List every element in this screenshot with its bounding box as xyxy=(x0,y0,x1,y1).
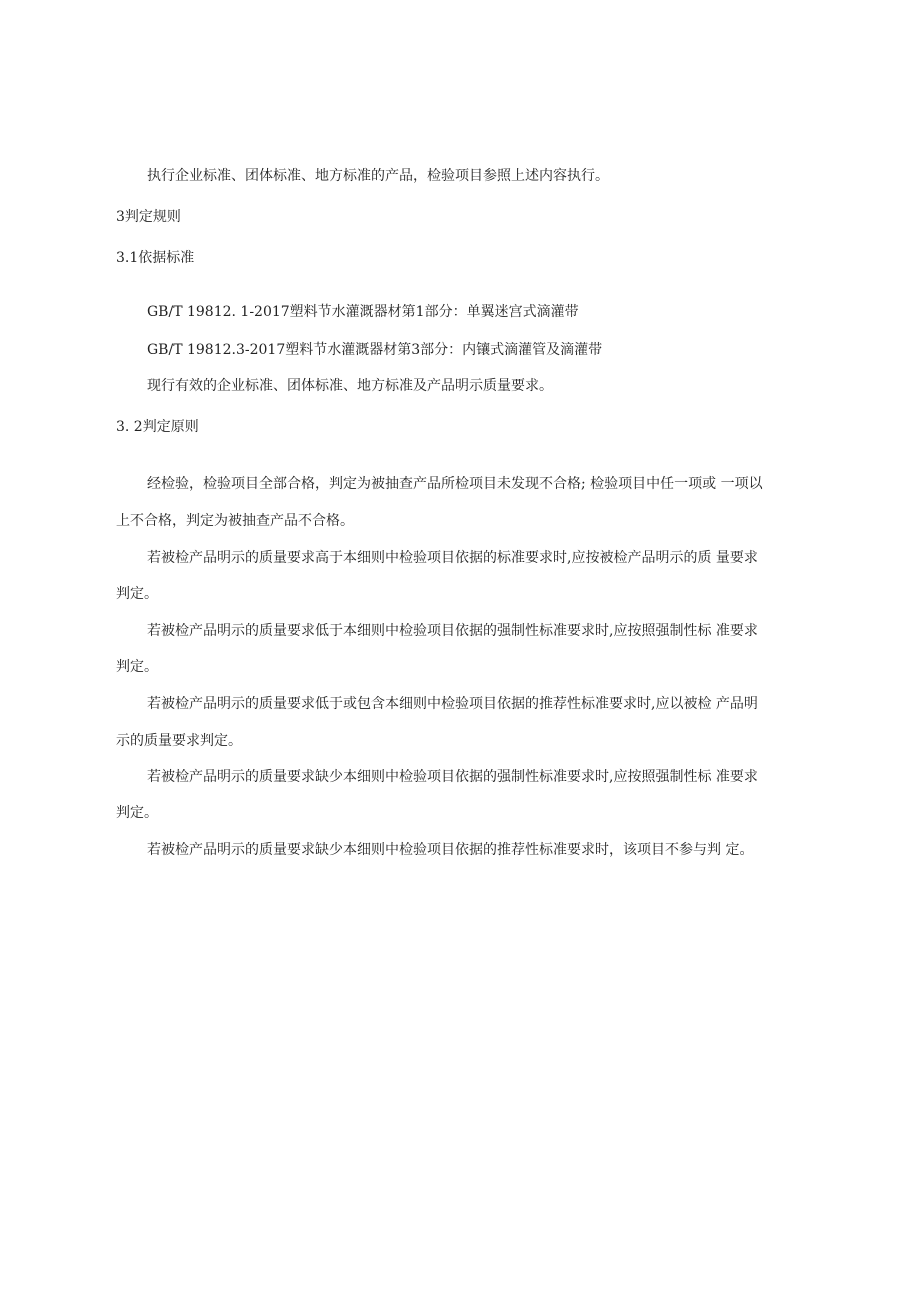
rule-paragraph-6-line-1: 若被检产品明示的质量要求缺少本细则中检验项目依据的推荐性标准要求时，该项目不参与判 定。 xyxy=(147,842,754,858)
standard-item-3: 现行有效的企业标准、团体标准、地方标准及产品明示质量要求。 xyxy=(147,378,553,394)
rule-paragraph-2-line-1: 若被检产品明示的质量要求高于本细则中检验项目依据的标准要求时,应按被检产品明示的质 量要求 xyxy=(147,550,758,566)
section-heading-3: 3判定规则 xyxy=(116,209,181,225)
rule-paragraph-1-line-2: 上不合格，判定为被抽查产品不合格。 xyxy=(116,513,354,529)
standard-item-1: GB/T 19812. 1-2017塑料节水灌溉器材第1部分：单翼迷宫式滴灌带 xyxy=(147,304,579,320)
subsection-heading-3-2: 3. 2判定原则 xyxy=(116,419,199,435)
rule-paragraph-3-line-1: 若被检产品明示的质量要求低于本细则中检验项目依据的强制性标准要求时,应按照强制性标 准要求 xyxy=(147,623,758,639)
rule-paragraph-1-line-1: 经检验，检验项目全部合格，判定为被抽查产品所检项目未发现不合格; 检验项目中任一项或 一项以 xyxy=(147,476,763,492)
standard-item-2: GB/T 19812.3-2017塑料节水灌溉器材第3部分：内镶式滴灌管及滴灌带 xyxy=(147,342,603,358)
rule-paragraph-4-line-2: 示的质量要求判定。 xyxy=(116,733,242,749)
intro-paragraph: 执行企业标准、团体标准、地方标准的产品，检验项目参照上述内容执行。 xyxy=(147,168,609,184)
rule-paragraph-3-line-2: 判定。 xyxy=(116,659,158,675)
subsection-heading-3-1: 3.1依据标准 xyxy=(116,250,195,266)
rule-paragraph-5-line-1: 若被检产品明示的质量要求缺少本细则中检验项目依据的强制性标准要求时,应按照强制性标 准要求 xyxy=(147,769,758,785)
rule-paragraph-4-line-1: 若被检产品明示的质量要求低于或包含本细则中检验项目依据的推荐性标准要求时,应以被检 产品明 xyxy=(147,696,758,712)
rule-paragraph-2-line-2: 判定。 xyxy=(116,586,158,602)
rule-paragraph-5-line-2: 判定。 xyxy=(116,805,158,821)
